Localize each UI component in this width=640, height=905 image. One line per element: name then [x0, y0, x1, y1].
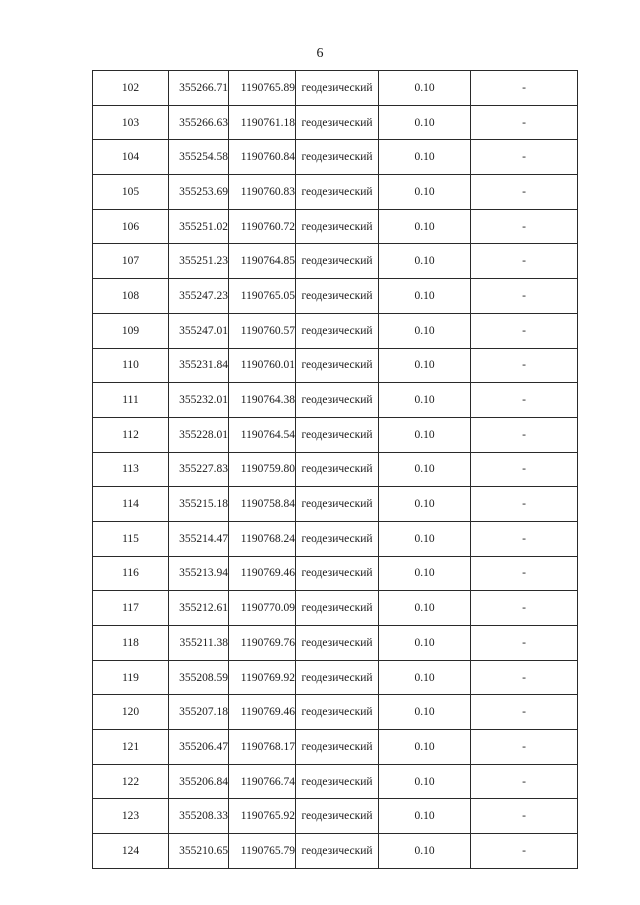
table-row	[93, 591, 578, 626]
method-cell: геодезический	[296, 383, 379, 418]
y-coordinate-cell: 1190761.18	[229, 105, 296, 140]
method-cell: геодезический	[296, 730, 379, 765]
x-coordinate-cell: 355213.94	[169, 556, 229, 591]
description-cell: -	[471, 591, 578, 626]
method-cell: геодезический	[296, 452, 379, 487]
accuracy-cell: 0.10	[379, 626, 471, 661]
x-coordinate-cell: 355215.18	[169, 487, 229, 522]
accuracy-cell: 0.10	[379, 175, 471, 210]
point-number-cell: 106	[93, 209, 169, 244]
x-coordinate-cell: 355251.02	[169, 209, 229, 244]
description-cell: -	[471, 209, 578, 244]
accuracy-cell: 0.10	[379, 140, 471, 175]
y-coordinate-cell: 1190764.54	[229, 417, 296, 452]
point-number-cell: 112	[93, 417, 169, 452]
accuracy-cell: 0.10	[379, 313, 471, 348]
x-coordinate-cell: 355206.47	[169, 730, 229, 765]
method-cell: геодезический	[296, 244, 379, 279]
table-row	[93, 764, 578, 799]
accuracy-cell: 0.10	[379, 556, 471, 591]
accuracy-cell: 0.10	[379, 487, 471, 522]
table-row	[93, 521, 578, 556]
x-coordinate-cell: 355211.38	[169, 626, 229, 661]
y-coordinate-cell: 1190759.80	[229, 452, 296, 487]
y-coordinate-cell: 1190760.72	[229, 209, 296, 244]
description-cell: -	[471, 834, 578, 869]
method-cell: геодезический	[296, 695, 379, 730]
description-cell: -	[471, 487, 578, 522]
y-coordinate-cell: 1190765.89	[229, 71, 296, 106]
x-coordinate-cell: 355206.84	[169, 764, 229, 799]
description-cell: -	[471, 556, 578, 591]
y-coordinate-cell: 1190765.92	[229, 799, 296, 834]
x-coordinate-cell: 355266.63	[169, 105, 229, 140]
description-cell: -	[471, 313, 578, 348]
description-cell: -	[471, 417, 578, 452]
table-row	[93, 487, 578, 522]
method-cell: геодезический	[296, 209, 379, 244]
method-cell: геодезический	[296, 799, 379, 834]
point-number-cell: 115	[93, 521, 169, 556]
method-cell: геодезический	[296, 417, 379, 452]
y-coordinate-cell: 1190770.09	[229, 591, 296, 626]
table-row	[93, 105, 578, 140]
table-row	[93, 279, 578, 314]
table-row	[93, 556, 578, 591]
point-number-cell: 121	[93, 730, 169, 765]
accuracy-cell: 0.10	[379, 244, 471, 279]
x-coordinate-cell: 355247.23	[169, 279, 229, 314]
y-coordinate-cell: 1190764.85	[229, 244, 296, 279]
x-coordinate-cell: 355207.18	[169, 695, 229, 730]
x-coordinate-cell: 355253.69	[169, 175, 229, 210]
coordinates-table-body	[93, 71, 578, 869]
point-number-cell: 109	[93, 313, 169, 348]
point-number-cell: 118	[93, 626, 169, 661]
description-cell: -	[471, 140, 578, 175]
description-cell: -	[471, 521, 578, 556]
method-cell: геодезический	[296, 348, 379, 383]
x-coordinate-cell: 355214.47	[169, 521, 229, 556]
x-coordinate-cell: 355210.65	[169, 834, 229, 869]
y-coordinate-cell: 1190760.83	[229, 175, 296, 210]
x-coordinate-cell: 355208.59	[169, 660, 229, 695]
y-coordinate-cell: 1190768.17	[229, 730, 296, 765]
y-coordinate-cell: 1190758.84	[229, 487, 296, 522]
y-coordinate-cell: 1190768.24	[229, 521, 296, 556]
y-coordinate-cell: 1190765.05	[229, 279, 296, 314]
description-cell: -	[471, 348, 578, 383]
point-number-cell: 124	[93, 834, 169, 869]
method-cell: геодезический	[296, 105, 379, 140]
x-coordinate-cell: 355254.58	[169, 140, 229, 175]
description-cell: -	[471, 452, 578, 487]
y-coordinate-cell: 1190769.76	[229, 626, 296, 661]
page-number: 6	[316, 46, 324, 61]
y-coordinate-cell: 1190769.46	[229, 695, 296, 730]
point-number-cell: 116	[93, 556, 169, 591]
method-cell: геодезический	[296, 591, 379, 626]
table-row	[93, 313, 578, 348]
x-coordinate-cell: 355208.33	[169, 799, 229, 834]
table-row	[93, 452, 578, 487]
description-cell: -	[471, 244, 578, 279]
table-row	[93, 834, 578, 869]
description-cell: -	[471, 660, 578, 695]
description-cell: -	[471, 175, 578, 210]
point-number-cell: 107	[93, 244, 169, 279]
point-number-cell: 122	[93, 764, 169, 799]
method-cell: геодезический	[296, 660, 379, 695]
method-cell: геодезический	[296, 175, 379, 210]
point-number-cell: 114	[93, 487, 169, 522]
y-coordinate-cell: 1190760.84	[229, 140, 296, 175]
accuracy-cell: 0.10	[379, 105, 471, 140]
point-number-cell: 102	[93, 71, 169, 106]
method-cell: геодезический	[296, 71, 379, 106]
table-row	[93, 209, 578, 244]
point-number-cell: 111	[93, 383, 169, 418]
x-coordinate-cell: 355232.01	[169, 383, 229, 418]
accuracy-cell: 0.10	[379, 660, 471, 695]
method-cell: геодезический	[296, 556, 379, 591]
accuracy-cell: 0.10	[379, 730, 471, 765]
x-coordinate-cell: 355227.83	[169, 452, 229, 487]
y-coordinate-cell: 1190760.57	[229, 313, 296, 348]
table-row	[93, 383, 578, 418]
accuracy-cell: 0.10	[379, 209, 471, 244]
method-cell: геодезический	[296, 313, 379, 348]
y-coordinate-cell: 1190765.79	[229, 834, 296, 869]
accuracy-cell: 0.10	[379, 591, 471, 626]
x-coordinate-cell: 355231.84	[169, 348, 229, 383]
table-row	[93, 660, 578, 695]
table-row	[93, 140, 578, 175]
x-coordinate-cell: 355247.01	[169, 313, 229, 348]
description-cell: -	[471, 383, 578, 418]
table-row	[93, 175, 578, 210]
y-coordinate-cell: 1190764.38	[229, 383, 296, 418]
description-cell: -	[471, 799, 578, 834]
coordinates-table	[92, 70, 578, 869]
table-row	[93, 348, 578, 383]
point-number-cell: 103	[93, 105, 169, 140]
description-cell: -	[471, 764, 578, 799]
table-row	[93, 695, 578, 730]
table-row	[93, 799, 578, 834]
description-cell: -	[471, 626, 578, 661]
accuracy-cell: 0.10	[379, 279, 471, 314]
method-cell: геодезический	[296, 834, 379, 869]
x-coordinate-cell: 355212.61	[169, 591, 229, 626]
x-coordinate-cell: 355251.23	[169, 244, 229, 279]
method-cell: геодезический	[296, 521, 379, 556]
method-cell: геодезический	[296, 279, 379, 314]
y-coordinate-cell: 1190760.01	[229, 348, 296, 383]
y-coordinate-cell: 1190766.74	[229, 764, 296, 799]
x-coordinate-cell: 355228.01	[169, 417, 229, 452]
y-coordinate-cell: 1190769.46	[229, 556, 296, 591]
point-number-cell: 113	[93, 452, 169, 487]
accuracy-cell: 0.10	[379, 71, 471, 106]
point-number-cell: 110	[93, 348, 169, 383]
accuracy-cell: 0.10	[379, 521, 471, 556]
accuracy-cell: 0.10	[379, 799, 471, 834]
method-cell: геодезический	[296, 764, 379, 799]
point-number-cell: 105	[93, 175, 169, 210]
table-row	[93, 71, 578, 106]
point-number-cell: 104	[93, 140, 169, 175]
accuracy-cell: 0.10	[379, 417, 471, 452]
table-row	[93, 244, 578, 279]
point-number-cell: 119	[93, 660, 169, 695]
description-cell: -	[471, 71, 578, 106]
description-cell: -	[471, 105, 578, 140]
accuracy-cell: 0.10	[379, 834, 471, 869]
table-row	[93, 626, 578, 661]
x-coordinate-cell: 355266.71	[169, 71, 229, 106]
accuracy-cell: 0.10	[379, 348, 471, 383]
table-row	[93, 417, 578, 452]
description-cell: -	[471, 695, 578, 730]
method-cell: геодезический	[296, 487, 379, 522]
accuracy-cell: 0.10	[379, 452, 471, 487]
method-cell: геодезический	[296, 626, 379, 661]
point-number-cell: 123	[93, 799, 169, 834]
point-number-cell: 117	[93, 591, 169, 626]
accuracy-cell: 0.10	[379, 695, 471, 730]
point-number-cell: 108	[93, 279, 169, 314]
description-cell: -	[471, 279, 578, 314]
accuracy-cell: 0.10	[379, 764, 471, 799]
method-cell: геодезический	[296, 140, 379, 175]
description-cell: -	[471, 730, 578, 765]
accuracy-cell: 0.10	[379, 383, 471, 418]
point-number-cell: 120	[93, 695, 169, 730]
y-coordinate-cell: 1190769.92	[229, 660, 296, 695]
table-row	[93, 730, 578, 765]
